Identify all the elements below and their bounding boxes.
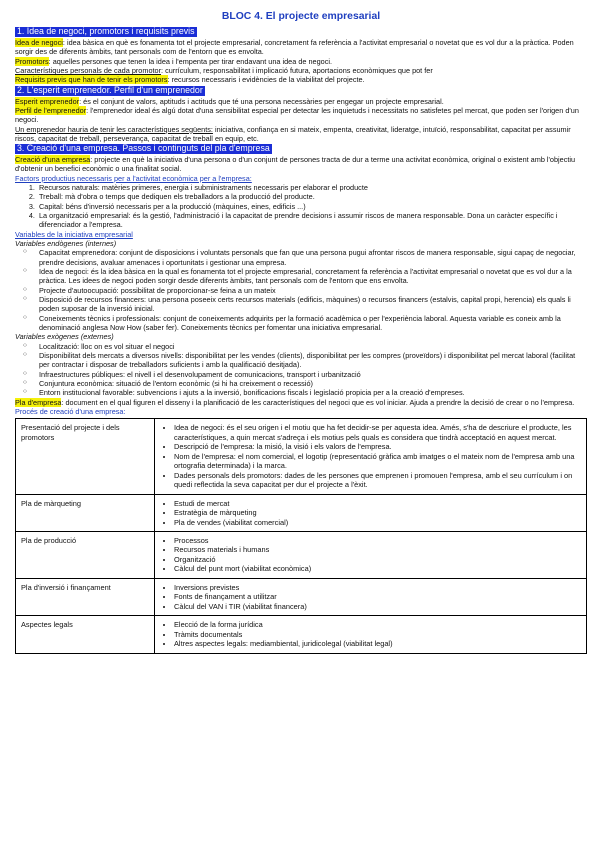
- pla-empresa-paragraph: [15, 398, 587, 417]
- requisits-text: : recursos necessaris i evidències de la viabilitat del projecte.: [167, 75, 365, 85]
- caracteristiques-promotor-paragraph: [15, 66, 587, 75]
- list-item: • Tràmits documentals: [174, 630, 581, 639]
- idea-negoci-term: Idea de negoci: [15, 38, 63, 48]
- row-label: Pla d'inversió i finançament: [16, 578, 155, 615]
- pla-empresa-text: : document en el qual figuren el disseny i la planificació de les característiques del negoci que es vol iniciar. Ajuda a prendre la decisió de crear o no l'empresa.: [61, 397, 575, 407]
- caracteristiques-emprenedor-term: Un emprenedor hauria de tenir les característiques següents:: [15, 124, 213, 134]
- factor-item: 4. La organització empresarial: és la gestió, l'administració i la capacitat de prendre decisions i assumir riscos de manera responsable. Dona un caràcter específic i diferenciador a l'empresa.: [37, 211, 587, 230]
- list-item: • Recursos materials i humans: [174, 545, 581, 554]
- caracteristiques-emprenedor-text: iniciativa, confiança en si mateix, empenta, creativitat, lideratge, intuïció, responsabilitat, capacitat per assumir riscos, capacitat de treball, perseverança, capacitat de treball en equip, etc.: [15, 124, 571, 143]
- variables-heading: Variables de la iniciativa empresarial: [15, 229, 133, 239]
- endogena-item: ○ Idea de negoci: és la idea bàsica en la qual es fonamenta tot el projecte empresarial, concretament fa referència a l'activitat empresarial o novetat que es vol dur a la pràctica. Les idees de negoci poden sorgir desde diferents àmbits, tant personals com de l'entorn que ens envolta.: [35, 267, 587, 286]
- list-item: • Estudi de mercat: [174, 499, 581, 508]
- caracteristiques-promotor-term: Característiques personals de cada promotor: [15, 66, 162, 76]
- list-item: • Descripció de l'empresa: la misió, la visió i els valors de l'empresa.: [174, 442, 581, 451]
- endogenes-heading: Variables endògenes (internes): [15, 239, 117, 249]
- caracteristiques-emprenedor-paragraph: [15, 125, 587, 144]
- perfil-text: : l'emprenedor ideal és algú dotat d'una sensibilitat especial per detectar les inquietuds i necessitats no satisfetes pel mercat, que poden ser l'origen d'un negoci.: [15, 105, 579, 125]
- creacio-term: Creació d'una empresa: [15, 155, 91, 165]
- list-item: • Elecció de la forma jurídica: [174, 620, 581, 629]
- row-label: Pla de producció: [16, 532, 155, 579]
- list-item: • Càlcul del VAN i TIR (viabilitat financera): [174, 602, 581, 611]
- section-1-heading: 1. Idea de negoci, promotors i requisits previs: [17, 26, 195, 37]
- esperit-paragraph: [15, 97, 587, 106]
- idea-negoci-text: : idea bàsica en què es fonamenta tot el projecte empresarial, concretament fa referència a l'activitat empresarial o novetat que es vol dur a la pràctica. Poden sorgir des de diferents àmbits, tant personals com de l'entorn que es envolta.: [15, 38, 574, 57]
- list-item: • Càlcul del punt mort (viabilitat econòmica): [174, 564, 581, 573]
- list-item: • Idea de negoci: és el seu origen i el motiu que ha fet decidir-se per aquesta idea. Amés, s'ha de descriure el producte, les característiques, a quin mercat s'adreça i els motius pels quals es considera que tindrà acceptació en aquest mercat.: [174, 423, 581, 442]
- row-content: [155, 532, 587, 579]
- perfil-term: Perfil de l'emprenedor: [15, 105, 87, 115]
- factors-list: [15, 183, 587, 230]
- promotors-text: : aquelles persones que tenen la idea i l'empenta per tirar endavant una idea de negoci.: [48, 56, 332, 66]
- proces-creacio-table: [15, 418, 587, 653]
- row-content: [155, 616, 587, 653]
- factor-item: 3. Capital: béns d'inversió necessaris per a la producció (màquines, eines, edificis ...): [37, 202, 587, 211]
- factors-heading: Factors productius necessaris per a l'activitat econòmica per a l'empresa:: [15, 173, 252, 183]
- list-item: • Fonts de finançament a utilitzar: [174, 592, 581, 601]
- idea-negoci-paragraph: [15, 38, 587, 57]
- promotors-term: Promotors: [15, 56, 49, 66]
- list-item: • Estratègia de màrqueting: [174, 508, 581, 517]
- list-item: • Nom de l'empresa: el nom comercial, el logotip (representació gràfica amb imatges o el mateix nom de l'empresa amb una ortografia determinada) i la marca.: [174, 452, 581, 471]
- exogena-item: ○ Infraestructures públiques: el nivell i el desenvolupament de comunicacions, transport i urbanització: [35, 370, 587, 379]
- row-content: [155, 419, 587, 494]
- exogena-item: ○ Conjuntura econòmica: situació de l'entorn econòmic (si hi ha creixement o recessió): [35, 379, 587, 388]
- endogena-item: ○ Coneixements tècnics i professionals: conjunt de coneixements adquirits per la formació acadèmica o per l'experiència laboral. Aquesta variable es coneix amb la denominació anglesa Now How (saber fer). Coneixements tècnics per fomentar una iniciativa empresarial.: [35, 314, 587, 333]
- pla-empresa-term: Pla d'empresa: [15, 397, 62, 407]
- exogenes-list: [15, 342, 587, 398]
- exogena-item: ○ Entorn institucional favorable: subvencions i ajuts a la inversió, bonificacions fiscals i legislació propicia per a la creació d'empreses.: [35, 388, 587, 397]
- esperit-term: Esperit emprenedor: [15, 96, 80, 106]
- factor-item: 1. Recursos naturals: matèries primeres, energia i subministraments necessaris per elaborar el producte: [37, 183, 587, 192]
- list-item: • Altres aspectes legals: mediambiental, juridicolegal (viabilitat legal): [174, 639, 581, 648]
- table-row: [16, 578, 587, 615]
- exogena-item: ○ Disponibilitat dels mercats a diversos nivells: disponibilitat per les vendes (clients), disponibilitat per les compres (proveïdors) i disponibilitat pel mercat laboral (facilitat per contractar i disposar de treballadors suficients i amb la qualificació desitjada).: [35, 351, 587, 370]
- promotors-paragraph: [15, 57, 587, 66]
- caracteristiques-promotor-text: : currículum, responsabilitat i implicació futura, aportacions econòmiques que pot fer: [161, 66, 433, 76]
- list-item: • Processos: [174, 536, 581, 545]
- perfil-paragraph: [15, 106, 587, 125]
- exogenes-heading: Variables exògenes (externes): [15, 332, 114, 342]
- document-title: BLOC 4. El projecte empresarial: [221, 11, 381, 22]
- endogena-item: ○ Capacitat emprenedora: conjunt de disposicions i voluntats personals que fan que una persona pugui afrontar riscos de manera responsable, sigui capaç de negociar, prendre decisions, avaluar amenaces i oportunitats i gestionar una empresa.: [35, 248, 587, 267]
- table-row: [16, 616, 587, 653]
- exogena-item: ○ Localització: lloc on es vol situar el negoci: [35, 342, 587, 351]
- list-item: • Dades personals dels promotors: dades de les persones que emprenen i promouen l'empresa, amb el seu currículum i on quedi reflectida la seva capacitat per dur el projecte a l'èxit.: [174, 471, 581, 490]
- requisits-term: Requisits previs que han de tenir els promotors: [15, 75, 168, 85]
- list-item: • Inversions previstes: [174, 583, 581, 592]
- table-row: [16, 419, 587, 494]
- endogena-item: ○ Projecte d'autoocupació: possibilitat de proporcionar-se feina a un mateix: [35, 286, 587, 295]
- endogenes-list: [15, 248, 587, 332]
- row-label: Aspectes legals: [16, 616, 155, 653]
- row-content: [155, 578, 587, 615]
- section-3-heading: 3. Creació d'una empresa. Passos i continguts del pla d'empresa: [17, 143, 270, 154]
- row-content: [155, 494, 587, 531]
- creacio-text: : projecte en què la iniciativa d'una persona o d'un conjunt de persones tracta de dur a terme una activitat econòmica, original o existent amb l'objectiu d'obtenir un benefici econòmic o una finalitat social.: [15, 155, 576, 174]
- factor-item: 2. Treball: mà d'obra o temps que dediquen els treballadors a la producció del producte.: [37, 192, 587, 201]
- endogena-item: ○ Disposició de recursos financers: una persona poseeix certs recursos materials (edificis, màquines) o recursos financers (estalvis, capital propi, herencia) els quals li poden suposar de la inversió inicial.: [35, 295, 587, 314]
- esperit-text: : és el conjunt de valors, aptituds i actituds que té una persona necessàries per engegar un projecte empresarial.: [79, 96, 444, 106]
- creacio-paragraph: [15, 155, 587, 174]
- row-label: Presentació del projecte i dels promotors: [16, 419, 155, 494]
- row-label: Pla de màrqueting: [16, 494, 155, 531]
- table-row: [16, 494, 587, 531]
- proces-heading: Procés de creació d'una empresa:: [15, 406, 126, 416]
- table-row: [16, 532, 587, 579]
- section-2-heading: 2. L'esperit emprenedor. Perfil d'un emprenedor: [17, 84, 203, 95]
- requisits-paragraph: [15, 75, 587, 84]
- list-item: • Pla de vendes (viabilitat comercial): [174, 518, 581, 527]
- list-item: • Organització: [174, 555, 581, 564]
